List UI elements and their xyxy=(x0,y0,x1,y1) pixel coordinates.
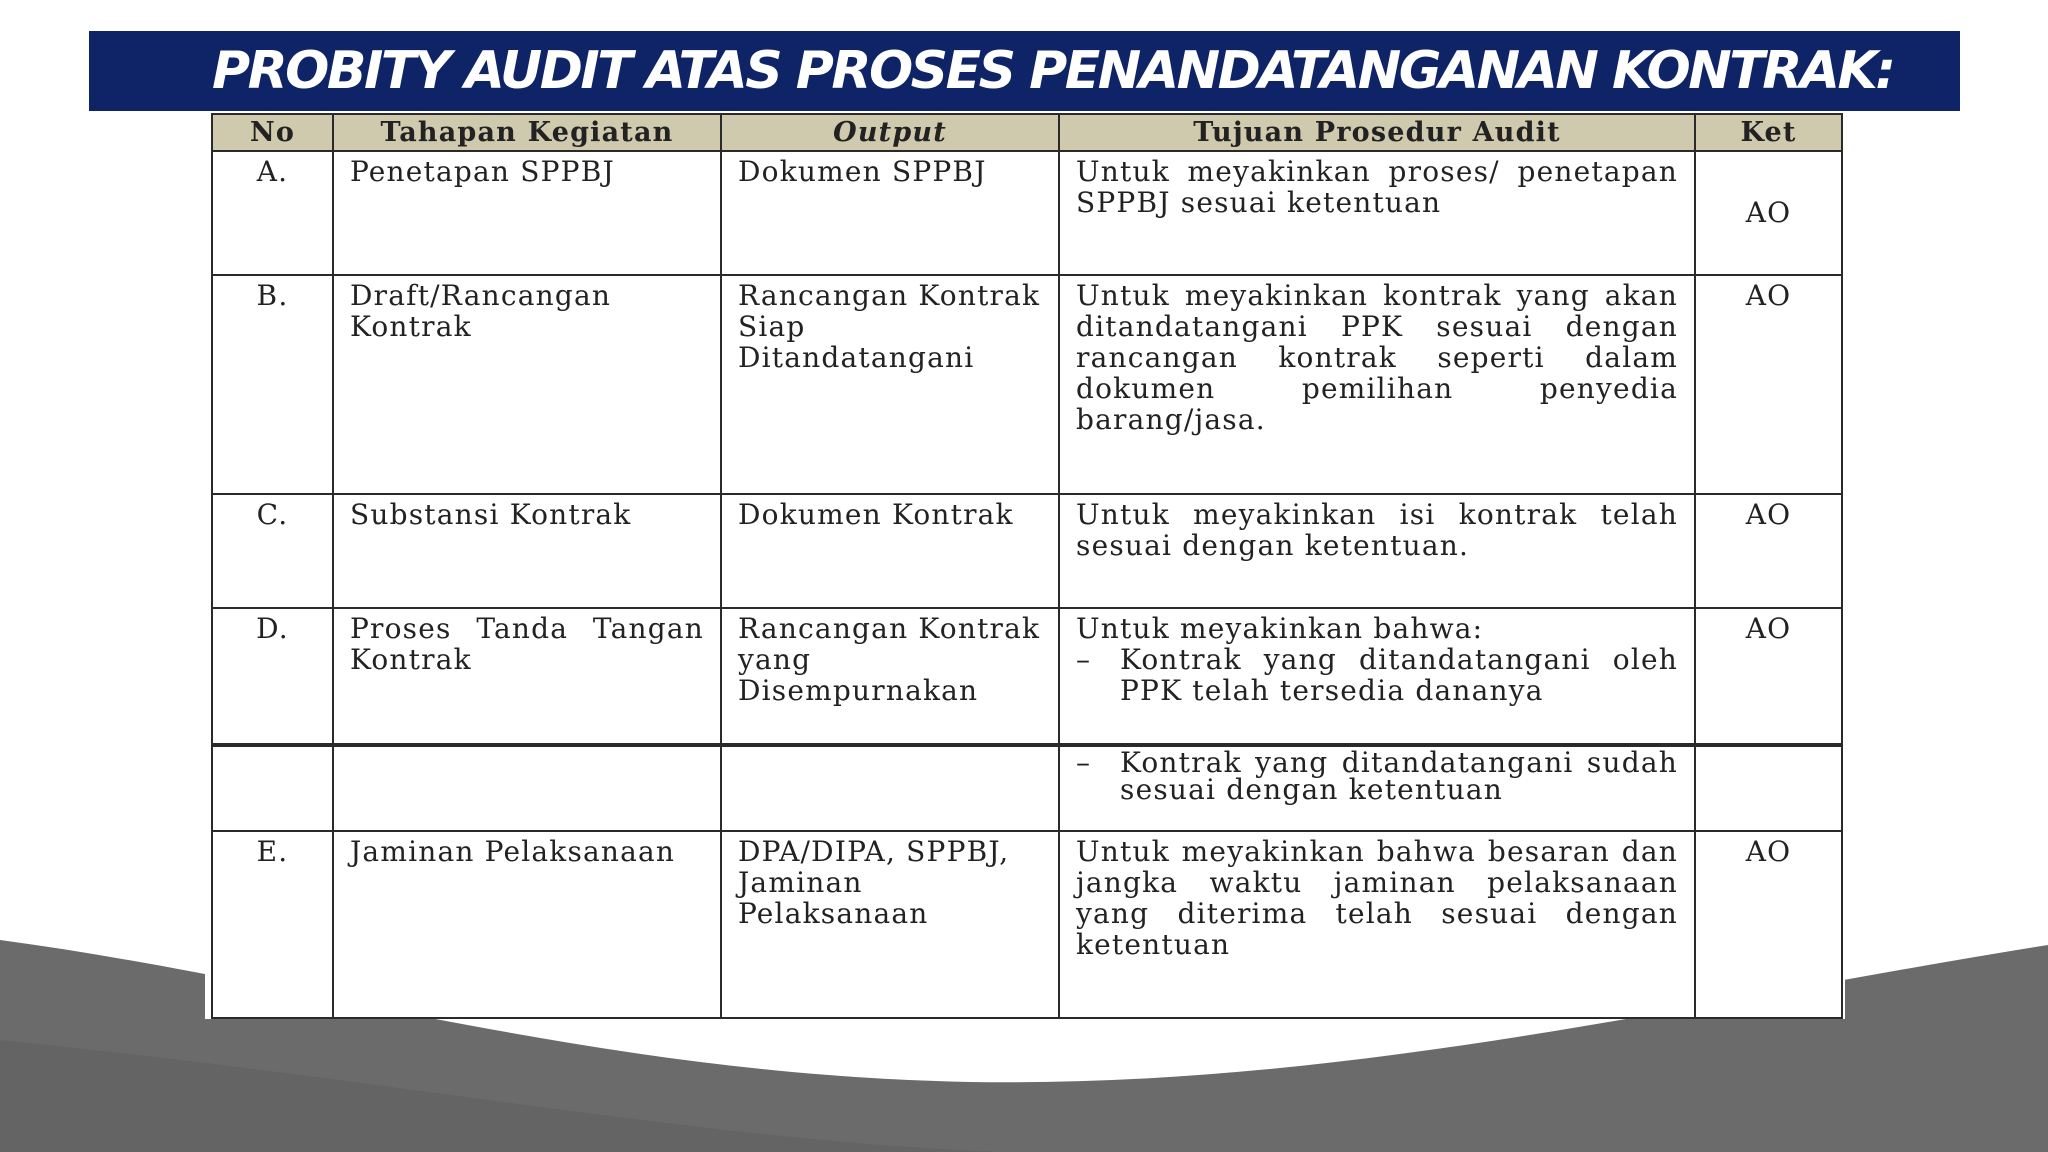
empty-cell xyxy=(1695,745,1842,831)
row-tujuan: Untuk meyakinkan proses/ penetapan SPPBJ sesuai ketentuan xyxy=(1059,151,1695,275)
row-output: DPA/DIPA, SPPBJ, Jaminan Pelaksanaan xyxy=(721,831,1059,1018)
row-tahapan: Penetapan SPPBJ xyxy=(333,151,721,275)
row-tujuan: Untuk meyakinkan bahwa besaran dan jangka waktu jaminan pelaksanaan yang diterima telah sesuai dengan ketentuan xyxy=(1059,831,1695,1018)
row-tahapan: Draft/Rancangan Kontrak xyxy=(333,275,721,494)
tujuan-intro: Untuk meyakinkan bahwa: xyxy=(1076,612,1484,646)
dash-bullet: – xyxy=(1076,643,1092,677)
row-no: A. xyxy=(212,151,333,275)
row-ket: AO xyxy=(1695,831,1842,1018)
row-tahapan: Jaminan Pelaksanaan xyxy=(333,831,721,1018)
header-ket: Ket xyxy=(1695,114,1842,151)
slide-title: PROBITY AUDIT ATAS PROSES PENANDATANGANAN KONTRAK: xyxy=(212,41,1894,101)
table-row-continuation xyxy=(212,745,1842,831)
row-ket: AO xyxy=(1695,275,1842,494)
table-row xyxy=(212,151,1842,275)
table-row xyxy=(212,831,1842,1018)
row-no: E. xyxy=(212,831,333,1018)
title-bar xyxy=(89,31,1960,111)
row-output: Rancangan Kontrak Siap Ditandatangani xyxy=(721,275,1059,494)
header-tujuan: Tujuan Prosedur Audit xyxy=(1059,114,1695,151)
row-ket: AO xyxy=(1695,494,1842,609)
row-ket: AO xyxy=(1695,608,1842,745)
table-row xyxy=(212,608,1842,745)
table-row xyxy=(212,275,1842,494)
row-no: C. xyxy=(212,494,333,609)
row-tahapan: Substansi Kontrak xyxy=(333,494,721,609)
tujuan-list-item xyxy=(1076,745,1678,806)
header-tahapan: Tahapan Kegiatan xyxy=(333,114,721,151)
header-no: No xyxy=(212,114,333,151)
row-tujuan: Untuk meyakinkan isi kontrak telah sesuai dengan ketentuan. xyxy=(1059,494,1695,609)
row-no: B. xyxy=(212,275,333,494)
empty-cell xyxy=(721,745,1059,831)
row-tujuan: Untuk meyakinkan kontrak yang akan ditandatangani PPK sesuai dengan rancangan kontrak seperti dalam dokumen pemilihan penyedia barang/jasa. xyxy=(1059,275,1695,494)
row-tahapan: Proses Tanda Tangan Kontrak xyxy=(333,608,721,745)
table-header-row xyxy=(212,114,1842,151)
empty-cell xyxy=(333,745,721,831)
row-tujuan xyxy=(1059,608,1695,745)
table-frame xyxy=(205,112,1845,1019)
tujuan-list-item xyxy=(1076,644,1678,706)
tujuan-item-text: Kontrak yang ditandatangani oleh PPK telah tersedia dananya xyxy=(1120,643,1678,708)
row-output: Dokumen Kontrak xyxy=(721,494,1059,609)
tujuan-item-text: Kontrak yang ditandatangani sudah sesuai dengan ketentuan xyxy=(1120,745,1678,806)
row-ket: AO xyxy=(1695,151,1842,275)
dash-bullet: – xyxy=(1076,745,1092,779)
audit-table xyxy=(211,113,1843,1019)
row-tujuan-continued xyxy=(1059,745,1695,831)
header-output: Output xyxy=(721,114,1059,151)
row-output: Dokumen SPPBJ xyxy=(721,151,1059,275)
empty-cell xyxy=(212,745,333,831)
row-output: Rancangan Kontrak yang Disempurnakan xyxy=(721,608,1059,745)
table-row xyxy=(212,494,1842,609)
row-no: D. xyxy=(212,608,333,745)
